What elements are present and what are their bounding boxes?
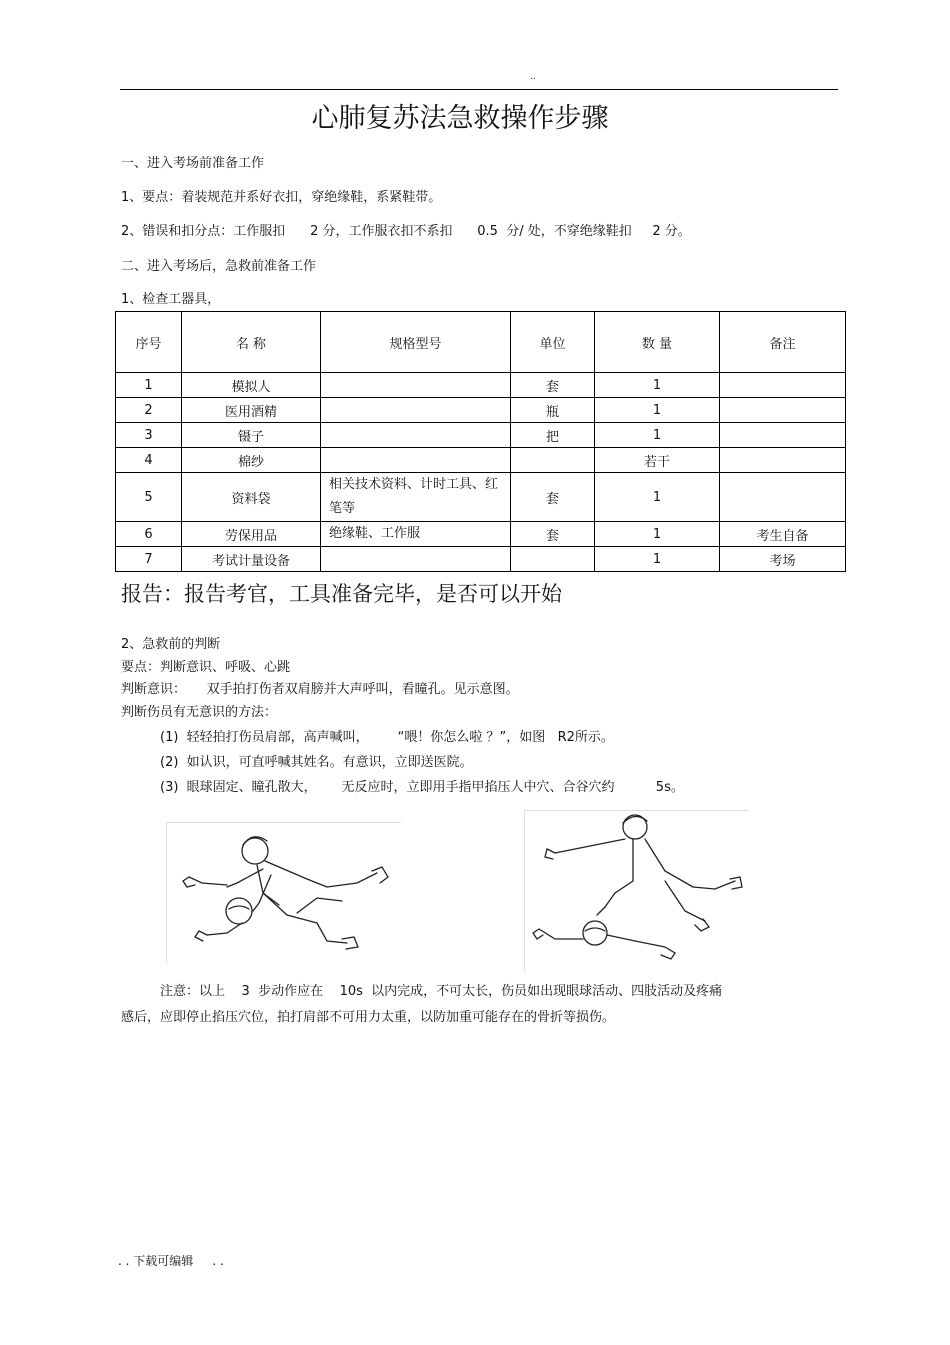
judge-consciousness: 判断意识： 双手拍打伤者双肩膀并大声呼叫，看瞳孔。见示意图。 [121,682,519,697]
cell-spec: 相关技术资料、计时工具、红笔等 [321,473,511,522]
cell-no: 2 [116,398,182,423]
cell-spec [321,423,511,448]
judge-heading: 2、急救前的判断 [121,637,221,652]
table-row [116,423,846,448]
judge-method-title: 判断伤员有无意识的方法： [121,705,278,720]
cell-name: 资料袋 [182,473,321,522]
cell-name: 镊子 [182,423,321,448]
cell-no: 3 [116,423,182,448]
col-header-no: 序号 [116,312,182,373]
cell-qty: 1 [595,473,720,522]
judge-step-2: (2) 如认识，可直呼喊其姓名。有意识，立即送医院。 [160,755,473,770]
cell-name: 劳保用品 [182,522,321,547]
table-row [116,448,846,473]
table-row [116,373,846,398]
cell-note [720,423,846,448]
cell-qty: 1 [595,398,720,423]
table-header-row [116,312,846,373]
note-line-1: 注意：以上 3 步动作应在 10s 以内完成，不可太长，伤员如出现眼球活动、四肢活动及疼痛 [160,984,723,999]
illustration-tap-shoulders [166,822,401,963]
header-mark: .. [530,72,536,82]
cell-qty: 1 [595,547,720,572]
illustration-shout-for-help [524,810,749,971]
cell-unit: 把 [511,423,595,448]
cell-no: 6 [116,522,182,547]
note-line-2: 感后，应即停止掐压穴位，拍打肩部不可用力太重，以防加重可能存在的骨折等损伤。 [121,1010,616,1025]
col-header-spec: 规格型号 [321,312,511,373]
judge-step-1: (1) 轻轻拍打伤员肩部，高声喊叫， “喂！你怎么啦 ？”，如图 R2所示。 [160,730,614,745]
cell-note [720,373,846,398]
col-header-unit: 单位 [511,312,595,373]
cell-unit: 套 [511,373,595,398]
cell-note [720,473,846,522]
cell-unit: 套 [511,522,595,547]
cell-no: 1 [116,373,182,398]
col-header-note: 备注 [720,312,846,373]
cell-note: 考场 [720,547,846,572]
page-title: 心肺复苏法急救操作步骤 [311,103,609,134]
cell-spec [321,448,511,473]
cell-unit [511,448,595,473]
section2-sub1: 1、检查工器具， [121,292,221,307]
judge-step-3: (3) 眼球固定、瞳孔散大， 无反应时，立即用手指甲掐压人中穴、合谷穴约 5s。 [160,780,684,795]
cell-note: 考生自备 [720,522,846,547]
section1-point1: 1、要点：着装规范并系好衣扣，穿绝缘鞋，系紧鞋带。 [121,190,442,205]
section2-heading: 二、进入考场后，急救前准备工作 [121,259,317,274]
cell-name: 医用酒精 [182,398,321,423]
cell-spec [321,398,511,423]
cell-unit: 套 [511,473,595,522]
cell-note [720,448,846,473]
cell-unit [511,547,595,572]
header-rule [120,89,838,90]
table-row [116,473,846,522]
cell-note [720,398,846,423]
judge-key: 要点：判断意识、呼吸、心跳 [121,660,291,675]
cell-spec [321,547,511,572]
cell-spec: 绝缘鞋、工作服 [321,522,511,547]
table-row [116,522,846,547]
section1-heading: 一、进入考场前准备工作 [121,156,265,171]
cell-qty: 若干 [595,448,720,473]
cell-spec [321,373,511,398]
cell-qty: 1 [595,373,720,398]
page-footer: . . 下载可编辑 . . [118,1254,224,1268]
report-line: 报告：报告考官，工具准备完毕，是否可以开始 [121,582,562,606]
section1-point2: 2、错误和扣分点：工作服扣 2 分，工作服衣扣不系扣 0.5 分/ 处，不穿绝缘鞋扣 2 分。 [121,224,691,239]
cell-qty: 1 [595,423,720,448]
cell-no: 5 [116,473,182,522]
table-row [116,547,846,572]
col-header-name: 名 称 [182,312,321,373]
cell-no: 4 [116,448,182,473]
cell-unit: 瓶 [511,398,595,423]
cell-name: 棉纱 [182,448,321,473]
cell-name: 模拟人 [182,373,321,398]
cell-name: 考试计量设备 [182,547,321,572]
table-row [116,398,846,423]
col-header-qty: 数 量 [595,312,720,373]
tools-table [115,311,846,572]
cell-no: 7 [116,547,182,572]
cell-qty: 1 [595,522,720,547]
